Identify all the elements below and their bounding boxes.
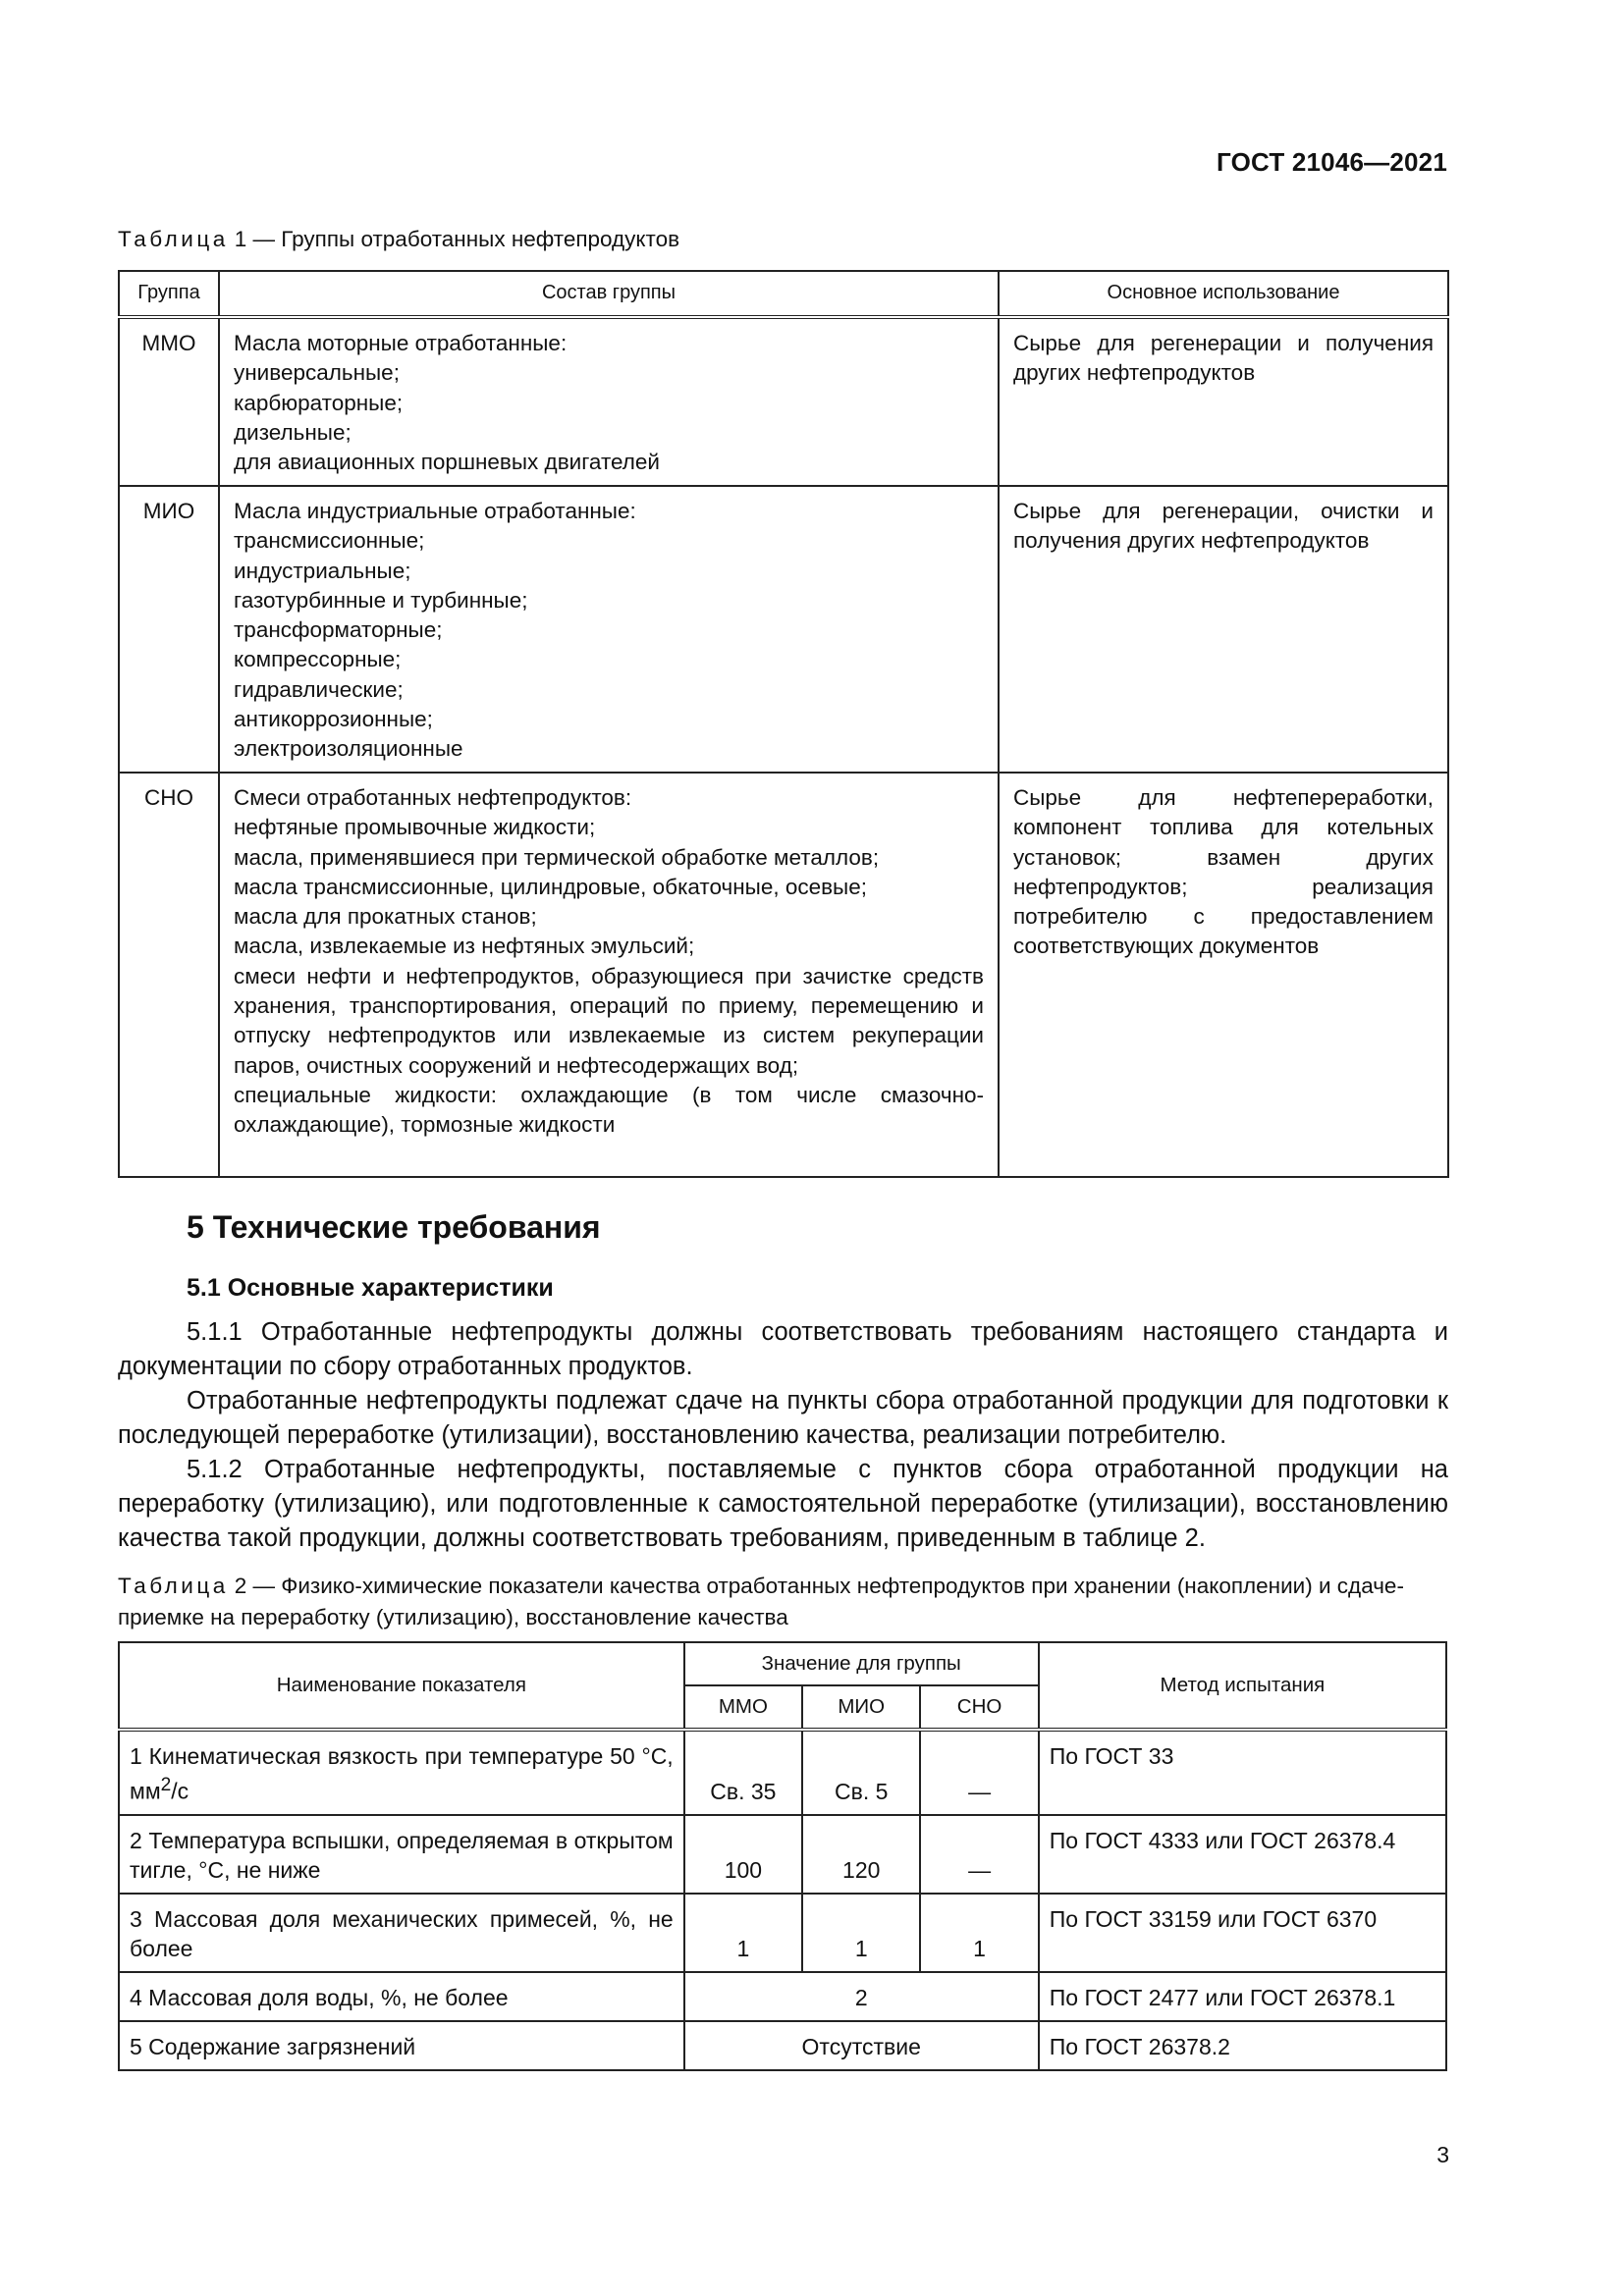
table1-caption-word: Таблица xyxy=(118,227,229,251)
table2-caption xyxy=(118,1571,1448,1633)
table1-group-cell: МИО xyxy=(119,486,219,773)
table2-value-merged: Отсутствие xyxy=(684,2021,1039,2070)
table1-caption xyxy=(118,224,1448,255)
table1-group-cell: СНО xyxy=(119,773,219,1177)
table2-caption-title: 2 — Физико-химические показатели качества отработанных нефтепродуктов при хранении (накоплении) и сдаче-приемке на переработку (утилизацию), восстановление качества xyxy=(118,1574,1404,1629)
table1-caption-title: 1 — Группы отработанных нефтепродуктов xyxy=(234,227,680,251)
table1 xyxy=(118,270,1449,1178)
table1-group-cell: ММО xyxy=(119,317,219,486)
composition-line: специальные жидкости: охлаждающие (в том числе смазочно-охлаждающие), тормозные жидкости xyxy=(234,1082,984,1138)
table2 xyxy=(118,1641,1447,2071)
table2-value-mio: 120 xyxy=(802,1815,920,1894)
composition-line: Смеси отработанных нефтепродуктов: xyxy=(234,785,632,810)
composition-line: нефтяные промывочные жидкости; xyxy=(234,815,596,840)
table1-header-row xyxy=(119,271,1448,317)
composition-line: гидравлические; xyxy=(234,676,404,702)
table2-header-name: Наименование показателя xyxy=(119,1642,684,1730)
composition-line: смеси нефти и нефтепродуктов, образующиеся при зачистке средств хранения, транспортирования, операций по приему, перемещению и отпуску нефтепродуктов или извлекаемые из систем рекуперации паров, очистных сооружений и нефтесодержащих вод; xyxy=(234,963,984,1078)
table2-header-mmo: ММО xyxy=(684,1685,802,1730)
table2-header-row xyxy=(119,1642,1446,1685)
page-number: 3 xyxy=(1436,2142,1449,2167)
table2-name-cell xyxy=(119,1730,684,1815)
document-code: ГОСТ 21046—2021 xyxy=(1217,147,1447,177)
table1-composition-cell xyxy=(219,317,999,486)
name-text: 1 Кинематическая вязкость при температуре 50 °С, мм xyxy=(130,1743,674,1804)
table2-name-cell: 2 Температура вспышки, определяемая в открытом тигле, °С, не ниже xyxy=(119,1815,684,1894)
table2-row xyxy=(119,1730,1446,1815)
table2-caption-word: Таблица xyxy=(118,1574,229,1598)
table1-usage-cell: Сырье для нефтепереработки, компонент топлива для котельных установок; взамен других нефтепродуктов; реализация потребителю с предоставлением соответствующих документов xyxy=(999,773,1448,1177)
table2-method-cell: По ГОСТ 33 xyxy=(1039,1730,1446,1815)
table2-value-sno: — xyxy=(920,1730,1038,1815)
table2-header-mio: МИО xyxy=(802,1685,920,1730)
table2-header-value-group: Значение для группы xyxy=(684,1642,1039,1685)
table2-value-mmo: 1 xyxy=(684,1894,802,1972)
composition-line: универсальные; xyxy=(234,360,400,386)
composition-line: трансмиссионные; xyxy=(234,528,425,554)
superscript: 2 xyxy=(160,1775,172,1795)
paragraph: 5.1.2 Отработанные нефтепродукты, поставляемые с пунктов сбора отработанной продукции на переработку (утилизацию), или подготовленные к самостоятельной переработке (утилизации), восстановлению качества такой продукции, должны соответствовать требованиям, приведенным в таблице 2. xyxy=(118,1456,1448,1552)
table1-header-usage: Основное использование xyxy=(999,271,1448,317)
composition-line: для авиационных поршневых двигателей xyxy=(234,450,660,475)
composition-line: электроизоляционные xyxy=(234,736,463,762)
table1-usage-cell: Сырье для регенерации, очистки и получения других нефтепродуктов xyxy=(999,486,1448,773)
composition-line: масла для прокатных станов; xyxy=(234,904,537,930)
composition-line: масла, извлекаемые из нефтяных эмульсий; xyxy=(234,934,695,959)
table2-value-mio: 1 xyxy=(802,1894,920,1972)
table2-name-cell: 5 Содержание загрязнений xyxy=(119,2021,684,2070)
composition-line: масла, применявшиеся при термической обработке металлов; xyxy=(234,844,880,870)
table1-header-group: Группа xyxy=(119,271,219,317)
composition-line: дизельные; xyxy=(234,419,352,445)
composition-line: компрессорные; xyxy=(234,647,402,672)
table1-composition-cell xyxy=(219,773,999,1177)
table2-header-sno: СНО xyxy=(920,1685,1038,1730)
table2-name-cell: 4 Массовая доля воды, %, не более xyxy=(119,1972,684,2021)
table2-value-mmo: 100 xyxy=(684,1815,802,1894)
composition-line: Масла индустриальные отработанные: xyxy=(234,499,636,523)
table1-row-sno xyxy=(119,773,1448,1177)
name-unit-tail: /с xyxy=(171,1778,189,1804)
table2-row xyxy=(119,1972,1446,2021)
table2-value-mio: Св. 5 xyxy=(802,1730,920,1815)
table1-header-composition: Состав группы xyxy=(219,271,999,317)
table2-method-cell: По ГОСТ 26378.2 xyxy=(1039,2021,1446,2070)
table1-row-mmo xyxy=(119,317,1448,486)
table2-value-mmo: Св. 35 xyxy=(684,1730,802,1815)
paragraph: 5.1.1 Отработанные нефтепродукты должны соответствовать требованиям настоящего стандарта и документации по сбору отработанных продуктов. xyxy=(118,1318,1448,1380)
table2-row xyxy=(119,2021,1446,2070)
table2-value-merged: 2 xyxy=(684,1972,1039,2021)
composition-line: индустриальные; xyxy=(234,558,411,583)
table1-row-mio xyxy=(119,486,1448,773)
table2-method-cell: По ГОСТ 4333 или ГОСТ 26378.4 xyxy=(1039,1815,1446,1894)
table2-row xyxy=(119,1815,1446,1894)
table2-method-cell: По ГОСТ 2477 или ГОСТ 26378.1 xyxy=(1039,1972,1446,2021)
composition-line: газотурбинные и турбинные; xyxy=(234,587,528,613)
composition-line: трансформаторные; xyxy=(234,617,443,643)
paragraph: Отработанные нефтепродукты подлежат сдаче на пункты сбора отработанной продукции для подготовки к последующей переработке (утилизации), восстановлению качества, реализации потребителю. xyxy=(118,1387,1448,1449)
table1-usage-cell: Сырье для регенерации и получения других нефтепродуктов xyxy=(999,317,1448,486)
composition-line: масла трансмиссионные, цилиндровые, обкаточные, осевые; xyxy=(234,874,867,899)
table2-method-cell: По ГОСТ 33159 или ГОСТ 6370 xyxy=(1039,1894,1446,1972)
composition-line: Масла моторные отработанные: xyxy=(234,331,568,355)
section-body xyxy=(118,1315,1448,1556)
table2-value-sno: — xyxy=(920,1815,1038,1894)
table2-value-sno: 1 xyxy=(920,1894,1038,1972)
table1-composition-cell xyxy=(219,486,999,773)
table2-header-method: Метод испытания xyxy=(1039,1642,1446,1730)
composition-line: антикоррозионные; xyxy=(234,707,433,732)
section-title: 5 Технические требования xyxy=(187,1209,601,1245)
composition-line: карбюраторные; xyxy=(234,390,404,415)
table2-row xyxy=(119,1894,1446,1972)
subsection-title: 5.1 Основные характеристики xyxy=(187,1274,554,1302)
table2-name-cell: 3 Массовая доля механических примесей, %, не более xyxy=(119,1894,684,1972)
